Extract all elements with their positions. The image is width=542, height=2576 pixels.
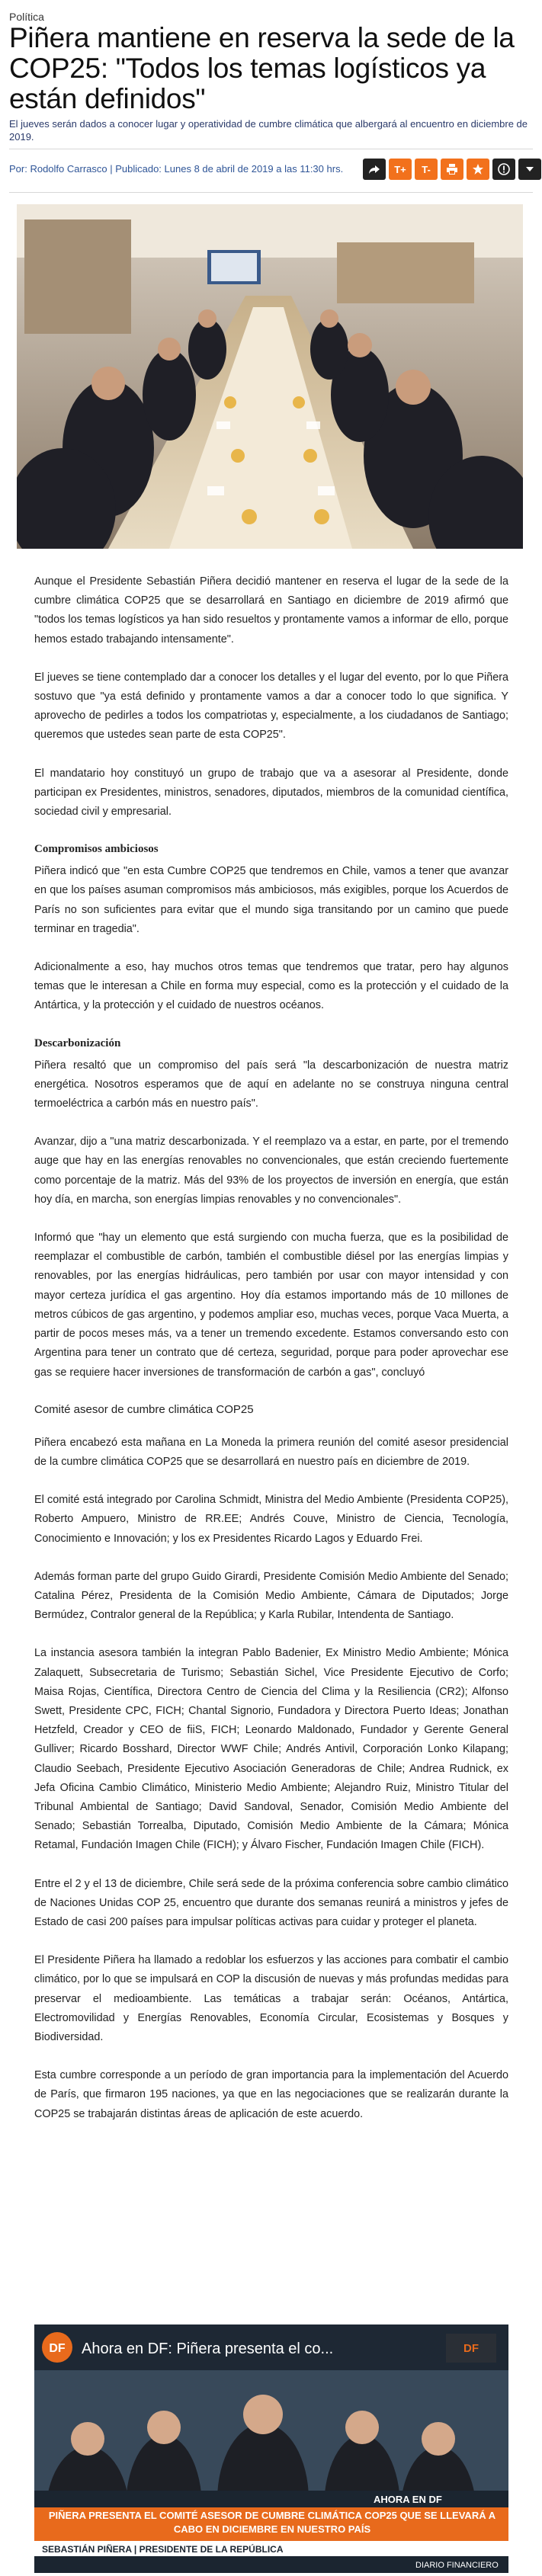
- alert-icon: [498, 163, 510, 175]
- section-heading: Comité asesor de cumbre climática COP25: [34, 1402, 254, 1416]
- brand-logo-text: DF: [463, 2342, 479, 2355]
- article-byline: Por: Rodolfo Carrasco | Publicado: Lunes 8 de abril de 2019 a las 11:30 hrs.: [9, 163, 344, 175]
- paragraph: Piñera resaltó que un compromiso del país será "la descarbonización de nuestra matriz energética. Nosotros esperamos que de aquí en adelante no se construya ninguna central termoeléctrica a carbón más en nuestro país".: [34, 1059, 508, 1110]
- article-subhead: El jueves serán dados a conocer lugar y operatividad de cumbre climática que albergará al encuentro en diciembre de 2019.: [9, 118, 528, 143]
- paragraph: Avanzar, dijo a "una matriz descarbonizada. Y el reemplazo va a estar, en parte, por el tremendo auge que hay en las energías renovables no convencionales, que están creciendo fuertemente como porcentaje de la matriz. Más del 93% de los proyectos de inversión en energía, que están hoy día, en marcha, son energías limpias renovables y no convencionales".: [34, 1136, 508, 1206]
- share-arrow-icon: [368, 163, 380, 175]
- share-button[interactable]: [363, 159, 386, 180]
- font-decrease-button[interactable]: T-: [415, 159, 438, 180]
- paragraph: El mandatario hoy constituyó un grupo de trabajo que va a asesorar al Presidente, donde participan ex Presidentes, ministros, senadores, diputados, miembros de la comunidad científica, sociedad civil y empresarial.: [34, 767, 508, 819]
- meeting-photo-illustration: [17, 204, 523, 549]
- brand-footer: DIARIO FINANCIERO: [415, 2561, 499, 2570]
- section-heading: Compromisos ambiciosos: [34, 843, 159, 856]
- favorite-button[interactable]: [467, 159, 489, 180]
- star-icon: [472, 163, 484, 175]
- section-label[interactable]: Política: [9, 11, 44, 23]
- paragraph: El comité está integrado por Carolina Schmidt, Ministra del Medio Ambiente (Presidenta COP25), Roberto Ampuero, Ministro de RR.EE; Andrés Couve, Ministro de Ciencia, Tecnología, Conocimiento e Innovación; y los ex Presidentes Ricardo Lagos y Eduardo Frei.: [34, 1494, 508, 1545]
- font-increase-button[interactable]: T+: [389, 159, 412, 180]
- video-lower-third: SEBASTIÁN PIÑERA | PRESIDENTE DE LA REPÚBLICA: [42, 2544, 284, 2555]
- divider: [9, 192, 533, 193]
- share-toolbar: [363, 159, 541, 180]
- paragraph: Adicionalmente a eso, hay muchos otros temas que tendremos que tratar, pero hay algunos temas que le interesan a Chile en forma muy especial, como es la protección y el cuidado de la Antártica, y la protección y el cuidado de nuestros océanos.: [34, 961, 508, 1012]
- article-photo: [17, 204, 523, 549]
- paragraph: Piñera encabezó esta mañana en La Moneda la primera reunión del comité asesor presidencial de la cumbre climática COP25 que se desarrollará en nuestro país en diciembre de 2019.: [34, 1436, 508, 1468]
- chevron-down-icon: [524, 163, 536, 175]
- alert-button[interactable]: [492, 159, 515, 180]
- video-title[interactable]: Ahora en DF: Piñera presenta el co...: [82, 2341, 334, 2357]
- paragraph: El Presidente Piñera ha llamado a redoblar los esfuerzos y las acciones para combatir el cambio climático, por lo que se impulsará en COP la discusión de nuevas y más profundas medidas para preservar el medioambiente. Las temáticas a trabajar serán: Océanos, Antártica, Electromovilidad y Energías Renovables, Economía Circular, Ecosistemas y Bosques y Biodiversidad.: [34, 1954, 508, 2043]
- section-heading: Descarbonización: [34, 1036, 121, 1049]
- more-button[interactable]: [518, 159, 541, 180]
- paragraph: Informó que "hay un elemento que está surgiendo con mucha fuerza, que es la posibilidad de reemplazar el combustible de carbón, también el combustible diésel por las energías limpias y renovables, por las energías hidráulicas, pero también por usar con mayor intensidad y con mayor certeza jurídica el gas argentino. Hoy día estamos importando más de 10 millones de metros cúbicos de gas argentino, y podemos ampliar eso, muchas veces, porque Vaca Muerta, a partir de pocos meses más, va a tener un tremendo excedente. Estamos conversando esto con Argentina para tener un contrato que dé certeza, seguridad, porque para poder aprovechar ese gas se requiere hacer inversiones de transformación de carbón a gas", concluyó: [34, 1232, 508, 1379]
- paragraph: Esta cumbre corresponde a un período de gran importancia para la implementación del Acuerdo de París, que firmaron 195 naciones, ya que en las negociaciones que se realizarán durante la COP25 se trabajarán distintas áreas de aplicación de este acuerdo.: [34, 2069, 508, 2120]
- paragraph: Aunque el Presidente Sebastián Piñera decidió mantener en reserva el lugar de la sede de la cumbre climática COP25 que se desarrollará en Santiago en diciembre de 2019 afirmó que "todos los temas logísticos ya han sido resueltos y prontamente vamos a informar de ello, porque hemos estado trabajando intensamente".: [34, 575, 508, 646]
- paragraph: Además forman parte del grupo Guido Girardi, Presidente Comisión Medio Ambiente del Senado; Catalina Pérez, Presidenta de la Comisión Medio Ambiente, Cámara de Diputados; Jorge Bermúdez, Contralor general de la República; y Karla Rubilar, Intendenta de Santiago.: [34, 1570, 508, 1622]
- channel-logo-text: DF: [49, 2342, 66, 2355]
- ticker-tag: AHORA EN DF: [374, 2494, 442, 2505]
- print-icon: [446, 163, 458, 175]
- paragraph: Piñera indicó que "en esta Cumbre COP25 que tendremos en Chile, vamos a tener que avanzar en que los países asuman compromisos más ambiciosos, más exigibles, porque los Acuerdos de París no son suficientes para evitar que el mundo siga transitando por un camino que puede terminar en tragedia".: [34, 865, 508, 935]
- paragraph: La instancia asesora también la integran Pablo Badenier, Ex Ministro Medio Ambiente; Mónica Zalaquett, Subsecretaria de Turismo; Sebastián Sichel, Vice Presidente Ejecutivo de Corfo; Maisa Rojas, Científica, Directora Centro de Ciencia del Clima y la Resiliencia (CR2); Alfonso Swett, Presidente CPC, FICH; Chantal Signorio, Fundadora y Directora Puerto Ideas; Jonathan Hetzfeld, Creador y CEO de fiiS, FICH; Leonardo Maldonado, Fundador y Gerente General Gulliver; Ricardo Bosshard, Director WWF Chile; Andrés Antivil, Corporación Lonko Kilapang; Claudio Seebach, Presidente Ejecutivo Asociación Generadoras de Chile; Andrea Rudnick, ex Jefa Oficina Cambio Climático, Ministerio Medio Ambiente; Alejandro Ruiz, Ministro Titular del Tribunal Ambiental de Santiago; David Sandoval, Senador, Comisión Medio Ambiente del Senado; Sebastián Torrealba, Diputado, Comisión Medio Ambiente de la Cámara; Mónica Retamal, Fundación Imagen Chile (FICH); y Álvaro Fischer, Fundación Imagen Chile (FICH).: [34, 1647, 508, 1852]
- page-title: Piñera mantiene en reserva la sede de la COP25: "Todos los temas logísticos ya están definidos": [9, 22, 515, 114]
- paragraph: El jueves se tiene contemplado dar a conocer los detalles y el lugar del evento, por lo que Piñera sostuvo que "ya está definido y prontamente vamos a dar a conocer todo lo que significa. Y aprovecho de pedirles a todos los compatriotas y, especialmente, a los ciudadanos de Santiago; queremos que ustedes sean parte de esta COP25".: [34, 671, 508, 742]
- paragraph: Entre el 2 y el 13 de diciembre, Chile será sede de la próxima conferencia sobre cambio climático de Naciones Unidas COP 25, encuentro que durante dos semanas reunirá a ministros y jefes de Estado de casi 200 países para impulsar políticas activas para cuidar y proteger el planeta.: [34, 1877, 508, 1928]
- article-body: [34, 572, 508, 2143]
- print-button[interactable]: [441, 159, 463, 180]
- video-frame: [34, 2324, 508, 2573]
- video-caption: PIÑERA PRESENTA EL COMITÉ ASESOR DE CUMBRE CLIMÁTICA COP25 QUE SE LLEVARÁ A CABO EN DICIEMBRE EN NUESTRO PAÍS: [48, 2510, 496, 2535]
- video-player[interactable]: [34, 2324, 508, 2573]
